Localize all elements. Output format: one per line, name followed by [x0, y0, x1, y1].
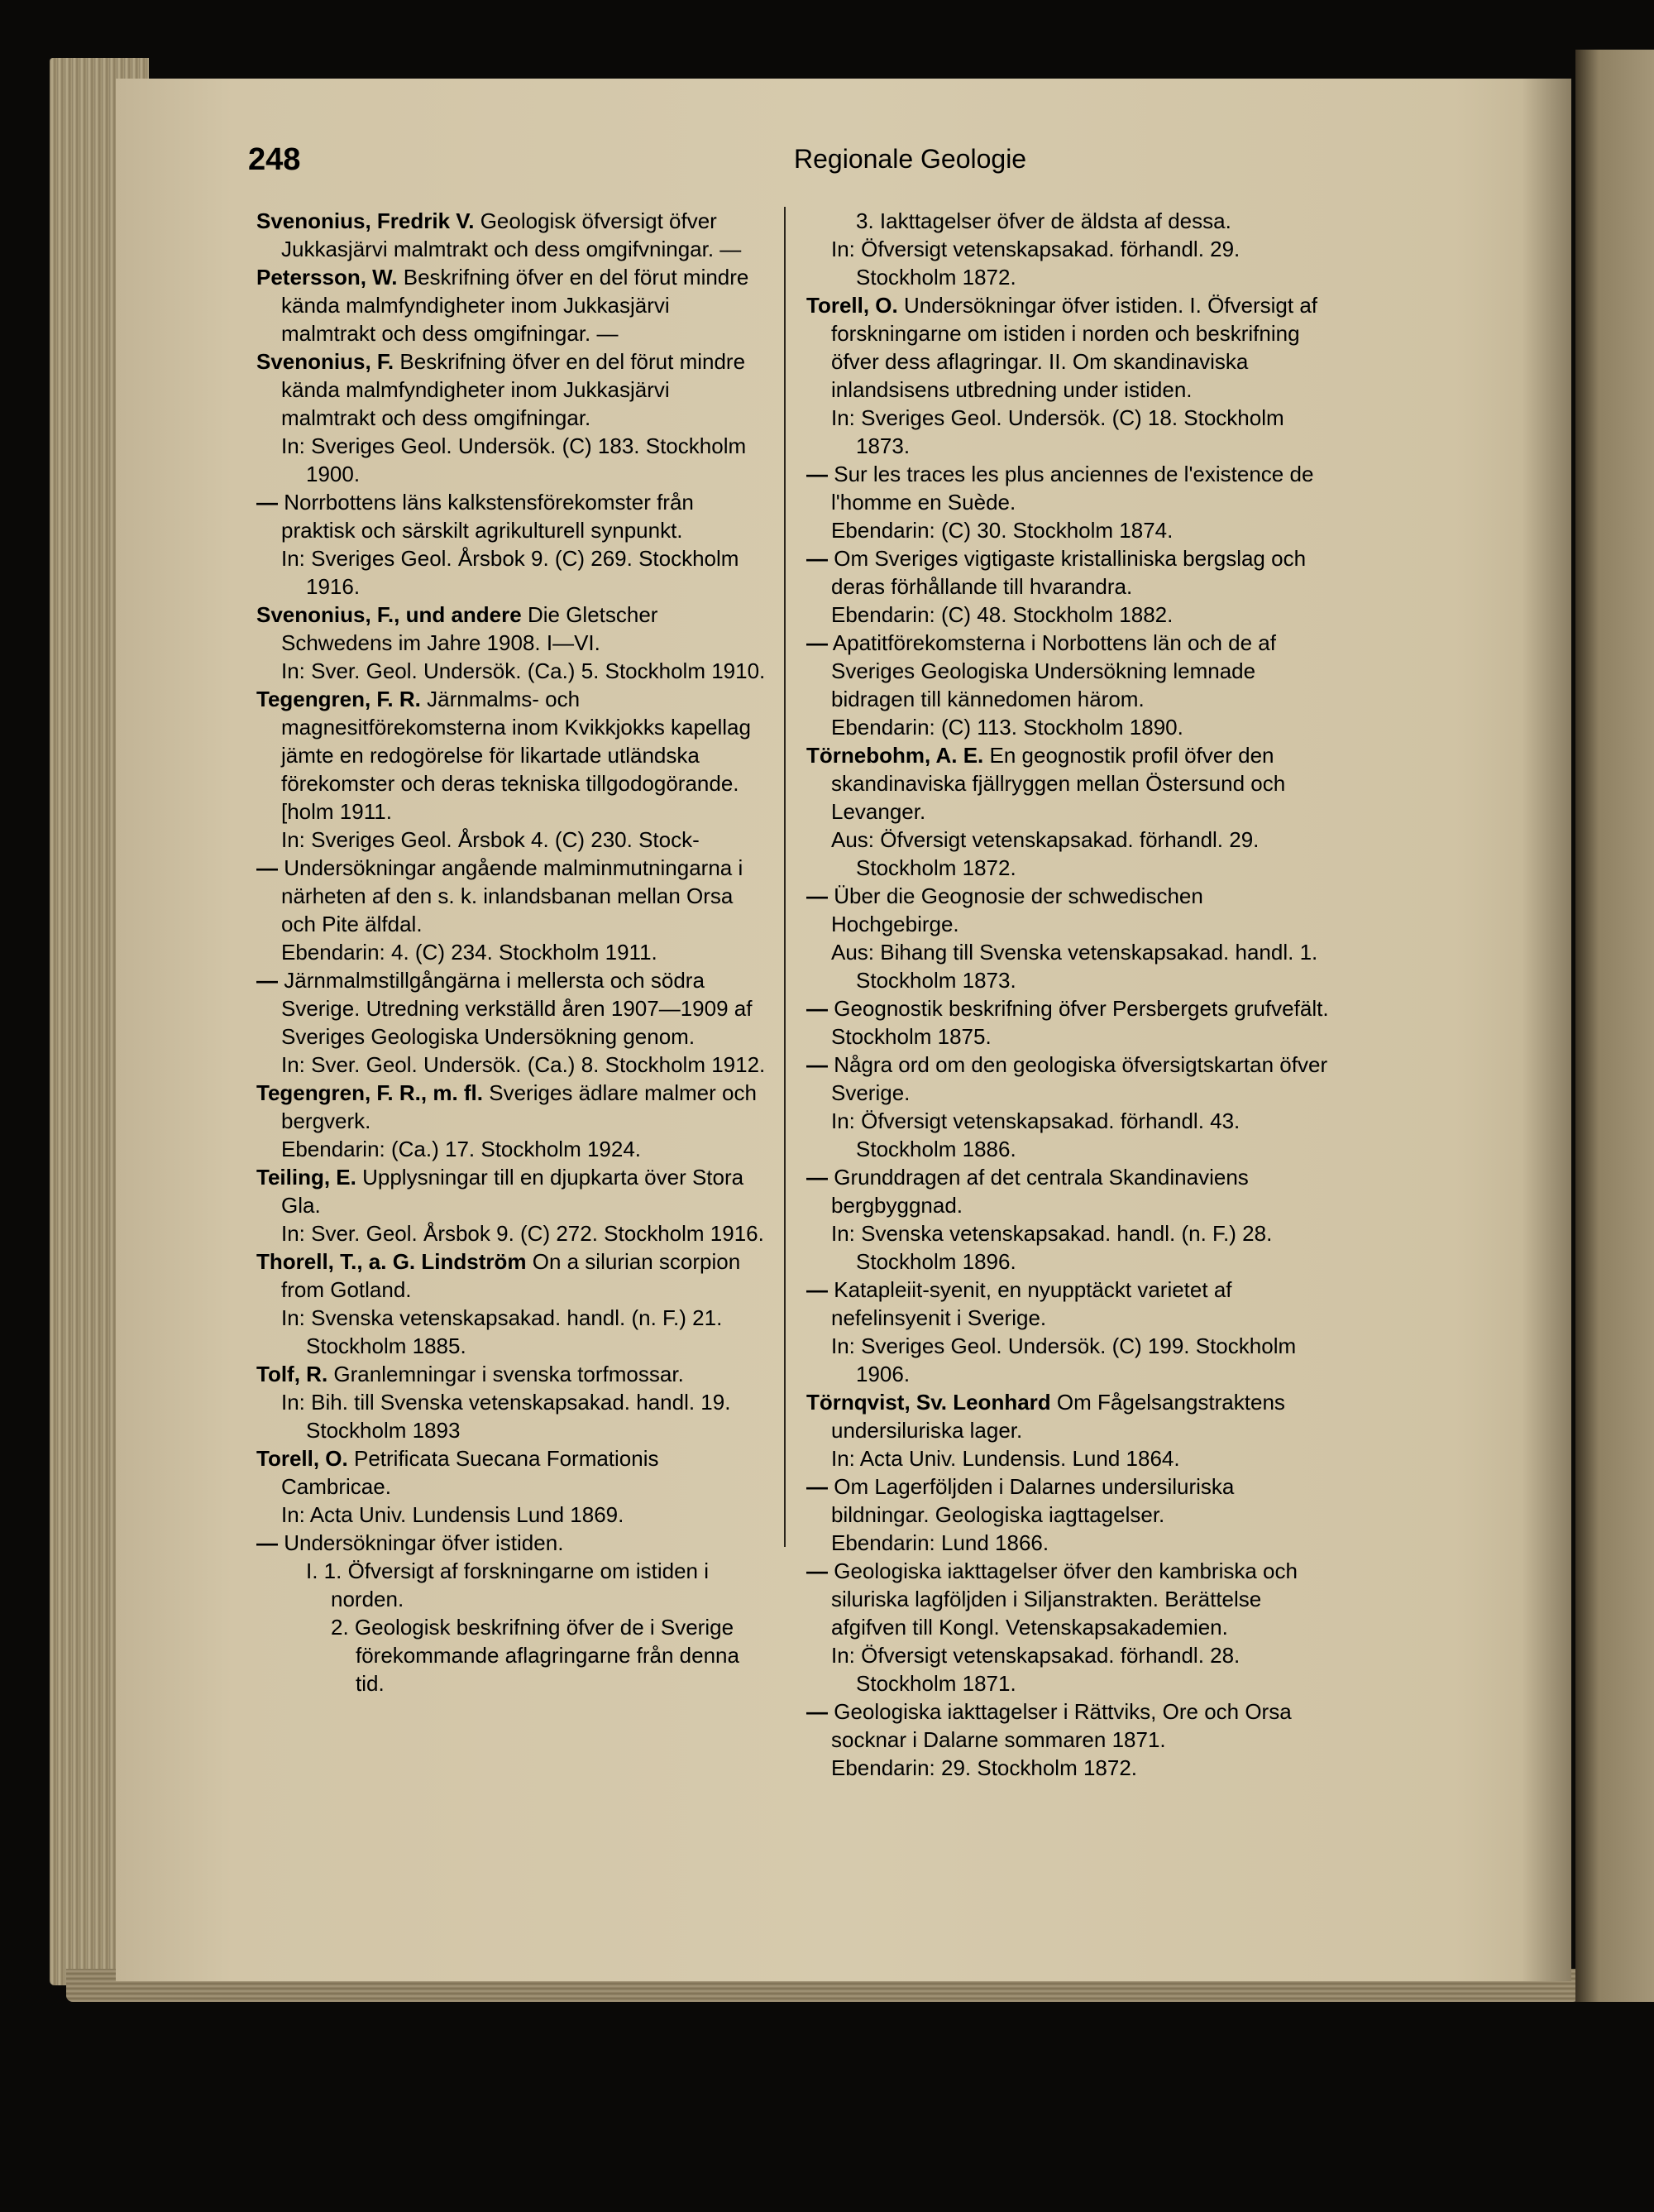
entry-author: — — [806, 1052, 828, 1077]
entry-text: On a silurian scorpion from Gotland. — [281, 1249, 741, 1302]
bibliography-entry — [806, 1388, 1336, 1444]
spine-shadow — [1522, 79, 1571, 1981]
entry-text: Beskrifning öfver en del förut mindre kända malmfyndigheter inom Jukkasjärvi malmtrakt och dess omgifningar. — [281, 349, 746, 430]
entry-text: Aus: Bihang till Svenska vetenskapsakad. handl. 1. Stockholm 1873. — [831, 940, 1318, 993]
bibliography-entry — [256, 1247, 769, 1304]
entry-author: Tegengren, F. R., m. fl. — [256, 1080, 483, 1105]
entry-author: Torell, O. — [256, 1446, 348, 1471]
bibliography-entry — [831, 404, 1336, 460]
entry-text: In: Bih. till Svenska vetenskapsakad. handl. 19. Stockholm 1893 — [281, 1390, 731, 1443]
entry-text: Sveriges ädlare malmer och bergverk. — [281, 1080, 757, 1133]
entry-text: In: Sver. Geol. Undersök. (Ca.) 8. Stockholm 1912. — [281, 1052, 766, 1077]
bibliography-entry — [256, 1360, 769, 1388]
entry-text: Katapleiit-syenit, en nyupptäckt varietet af nefelinsyenit i Sverige. — [831, 1277, 1232, 1330]
entry-text: Ebendarin: 29. Stockholm 1872. — [831, 1755, 1138, 1780]
entry-text: In: Sver. Geol. Årsbok 9. (C) 272. Stockholm 1916. — [281, 1221, 764, 1246]
bibliography-entry — [831, 601, 1336, 629]
bibliography-entry — [331, 1613, 769, 1697]
bibliography-entry — [806, 882, 1336, 938]
entry-text: En geognostik profil öfver den skandinaviska fjällryggen mellan Östersund och Levanger. — [831, 743, 1286, 824]
entry-text: In: Svenska vetenskapsakad. handl. (n. F.) 21. Stockholm 1885. — [281, 1305, 723, 1358]
bibliography-entry — [806, 1557, 1336, 1641]
entry-text: Järnmalms- och magnesitförekomsterna inom Kvikkjokks kapellag jämte en redogörelse för likartade utländska förekomster och deras tekniska tillgodogörande. [holm 1911. — [281, 687, 751, 824]
entry-text: In: Sveriges Geol. Årsbok 4. (C) 230. Stock- — [281, 827, 700, 852]
entry-text: Beskrifning öfver en del förut mindre kända malmfyndigheter inom Jukkasjärvi malmtrakt och dess omgifningar. — — [281, 265, 749, 346]
bibliography-entry — [256, 263, 769, 347]
entry-text: Ebendarin: (C) 113. Stockholm 1890. — [831, 715, 1183, 740]
bibliography-entry — [256, 488, 769, 544]
entry-text: Geologiska iakttagelser öfver den kambriska och siluriska lagföljden i Siljanstrakten. Berättelse afgifven till Kongl. Vetenskapsakademien. — [831, 1558, 1298, 1640]
bibliography-entry — [831, 1332, 1336, 1388]
bibliography-entry — [831, 235, 1336, 291]
bibliography-entry — [281, 544, 769, 601]
bibliography-entry — [281, 1051, 769, 1079]
entry-text: Petrificata Suecana Formationis Cambricae. — [281, 1446, 659, 1499]
bibliography-entry — [256, 1079, 769, 1135]
entry-author: Tegengren, F. R. — [256, 687, 421, 711]
bibliography-entry — [256, 685, 769, 826]
bibliography-entry — [831, 1529, 1336, 1557]
entry-author: — — [806, 1699, 828, 1724]
right-column — [806, 207, 1336, 1782]
bibliography-entry — [806, 1163, 1336, 1219]
bibliography-entry — [806, 1472, 1336, 1529]
running-head — [248, 142, 1323, 184]
bibliography-entry — [806, 460, 1336, 516]
column-divider — [784, 207, 786, 1547]
bibliography-entry — [806, 1697, 1336, 1754]
entry-author: Torell, O. — [806, 293, 898, 318]
entry-text: 3. Iakttagelser öfver de äldsta af dessa. — [856, 208, 1231, 233]
entry-text: In: Öfversigt vetenskapsakad. förhandl. 28. Stockholm 1871. — [831, 1643, 1240, 1696]
entry-text: In: Acta Univ. Lundensis. Lund 1864. — [831, 1446, 1180, 1471]
entry-text: In: Öfversigt vetenskapsakad. förhandl. 29. Stockholm 1872. — [831, 237, 1240, 290]
bibliography-entry — [806, 291, 1336, 404]
entry-text: Über die Geognosie der schwedischen Hochgebirge. — [831, 883, 1203, 936]
entry-text: Geognostik beskrifning öfver Persbergets grufvefält. Stockholm 1875. — [831, 996, 1329, 1049]
bibliography-entry — [306, 1557, 769, 1613]
entry-author: Thorell, T., a. G. Lindström — [256, 1249, 527, 1274]
bibliography-entry — [256, 854, 769, 938]
entry-text: Die Gletscher Schwedens im Jahre 1908. I—VI. — [281, 602, 658, 655]
bibliography-entry — [281, 1135, 769, 1163]
bibliography-entry — [831, 713, 1336, 741]
entry-author: Törnebohm, A. E. — [806, 743, 984, 768]
entry-author: — — [806, 1165, 828, 1190]
bibliography-entry — [256, 601, 769, 657]
entry-author: Svenonius, F., und andere — [256, 602, 522, 627]
entry-text: Undersökningar angående malminmutningarna i närheten af den s. k. inlandsbanan mellan Orsa och Pite älfdal. — [281, 855, 743, 936]
bibliography-entry — [831, 1219, 1336, 1276]
entry-author: Törnqvist, Sv. Leonhard — [806, 1390, 1051, 1415]
entry-author: — — [806, 630, 828, 655]
entry-text: Några ord om den geologiska öfversigtskartan öfver Sverige. — [831, 1052, 1328, 1105]
entry-text: In: Sveriges Geol. Undersök. (C) 183. Stockholm 1900. — [281, 433, 747, 486]
entry-text: Ebendarin: (C) 30. Stockholm 1874. — [831, 518, 1174, 543]
bibliography-entry — [281, 1304, 769, 1360]
entry-text: Geologisk öfversigt öfver Jukkasjärvi malmtrakt och dess omgifvningar. — — [281, 208, 742, 261]
entry-author: Teiling, E. — [256, 1165, 356, 1190]
entry-author: Svenonius, F. — [256, 349, 394, 374]
entry-text: In: Sveriges Geol. Årsbok 9. (C) 269. Stockholm 1916. — [281, 546, 739, 599]
bibliography-entry — [256, 1529, 769, 1557]
bibliography-entry — [806, 741, 1336, 826]
entry-text: Om Fågelsangstraktens undersiluriska lager. — [831, 1390, 1285, 1443]
bibliography-entry — [806, 629, 1336, 713]
entry-text: Geologiska iakttagelser i Rättviks, Ore och Orsa socknar i Dalarne sommaren 1871. — [831, 1699, 1292, 1752]
bibliography-entry — [831, 826, 1336, 882]
entry-text: In: Svenska vetenskapsakad. handl. (n. F.) 28. Stockholm 1896. — [831, 1221, 1273, 1274]
left-column — [256, 207, 769, 1697]
bibliography-entry — [281, 938, 769, 966]
bibliography-entry — [256, 1444, 769, 1501]
entry-text: Ebendarin: (Ca.) 17. Stockholm 1924. — [281, 1137, 642, 1161]
bibliography-entry — [806, 544, 1336, 601]
entry-text: In: Öfversigt vetenskapsakad. förhandl. 43. Stockholm 1886. — [831, 1108, 1240, 1161]
entry-author: — — [806, 546, 828, 571]
entry-text: Ebendarin: (C) 48. Stockholm 1882. — [831, 602, 1174, 627]
entry-author: — — [806, 1277, 828, 1302]
entry-author: — — [806, 883, 828, 908]
entry-author: Svenonius, Fredrik V. — [256, 208, 475, 233]
bibliography-entry — [831, 516, 1336, 544]
entry-text: I. 1. Öfversigt af forskningarne om istiden i norden. — [306, 1558, 709, 1611]
bibliography-entry — [256, 347, 769, 432]
entry-text: Om Lagerföljden i Dalarnes undersiluriska bildningar. Geologiska iagttagelser. — [831, 1474, 1235, 1527]
entry-author: — — [806, 1474, 828, 1499]
entry-author: — — [256, 490, 278, 515]
bibliography-entry — [806, 1276, 1336, 1332]
entry-text: Om Sveriges vigtigaste kristalliniska bergslag och deras förhållande till hvarandra. — [831, 546, 1307, 599]
entry-text: Norrbottens läns kalkstensförekomster från praktisk och särskilt agrikulturell synpunkt. — [281, 490, 694, 543]
entry-text: Granlemningar i svenska torfmossar. — [333, 1362, 684, 1386]
bibliography-entry — [806, 994, 1336, 1051]
entry-author: — — [806, 462, 828, 486]
entry-text: Upplysningar till en djupkarta över Stora Gla. — [281, 1165, 744, 1218]
bibliography-entry — [256, 966, 769, 1051]
entry-text: Undersökningar öfver istiden. — [284, 1530, 564, 1555]
bibliography-entry — [831, 938, 1336, 994]
entry-text: Ebendarin: Lund 1866. — [831, 1530, 1049, 1555]
bibliography-entry — [281, 657, 769, 685]
entry-author: — — [256, 1530, 278, 1555]
entry-author: — — [806, 1558, 828, 1583]
section-title: Regionale Geologie — [794, 144, 1027, 174]
entry-text: 2. Geologisk beskrifning öfver de i Sverige förekommande aflagringarne från denna tid. — [331, 1615, 739, 1696]
facing-page-edge — [1575, 50, 1654, 2002]
entry-text: Aus: Öfversigt vetenskapsakad. förhandl. 29. Stockholm 1872. — [831, 827, 1260, 880]
entry-text: Grunddragen af det centrala Skandinaviens bergbyggnad. — [831, 1165, 1249, 1218]
bibliography-entry — [831, 1641, 1336, 1697]
bibliography-entry — [281, 432, 769, 488]
entry-text: Järnmalmstillgångärna i mellersta och södra Sverige. Utredning verkställd åren 1907—1909 af Sveriges Geologiska Undersökning genom. — [281, 968, 753, 1049]
entry-text: Ebendarin: 4. (C) 234. Stockholm 1911. — [281, 940, 657, 965]
bibliography-entry — [831, 1754, 1336, 1782]
entry-text: Undersökningar öfver istiden. I. Öfversigt af forskningarne om istiden i norden och beskrifning öfver dess aflagringar. II. Om skandinaviska inlandsisens utbredning under istiden. — [831, 293, 1318, 402]
entry-author: Petersson, W. — [256, 265, 398, 290]
entry-text: Apatitförekomsterna i Norbottens län och de af Sveriges Geologiska Undersökning lemnade bidragen till kännedomen härom. — [831, 630, 1276, 711]
entry-author: — — [806, 996, 828, 1021]
bibliography-entry — [831, 1107, 1336, 1163]
bibliography-entry — [856, 207, 1336, 235]
bibliography-entry — [281, 826, 769, 854]
entry-author: — — [256, 855, 278, 880]
entry-text: In: Acta Univ. Lundensis Lund 1869. — [281, 1502, 624, 1527]
bibliography-entry — [831, 1444, 1336, 1472]
bibliography-entry — [256, 207, 769, 263]
bibliography-entry — [256, 1163, 769, 1219]
entry-text: In: Sveriges Geol. Undersök. (C) 18. Stockholm 1873. — [831, 405, 1284, 458]
entry-text: In: Sveriges Geol. Undersök. (C) 199. Stockholm 1906. — [831, 1333, 1297, 1386]
bibliography-entry — [281, 1501, 769, 1529]
bibliography-entry — [281, 1388, 769, 1444]
entry-text: In: Sver. Geol. Undersök. (Ca.) 5. Stockholm 1910. — [281, 658, 766, 683]
entry-text: Sur les traces les plus anciennes de l'existence de l'homme en Suède. — [831, 462, 1314, 515]
entry-author: Tolf, R. — [256, 1362, 328, 1386]
page-number: 248 — [248, 142, 301, 177]
entry-author: — — [256, 968, 278, 993]
bibliography-entry — [806, 1051, 1336, 1107]
bibliography-entry — [281, 1219, 769, 1247]
